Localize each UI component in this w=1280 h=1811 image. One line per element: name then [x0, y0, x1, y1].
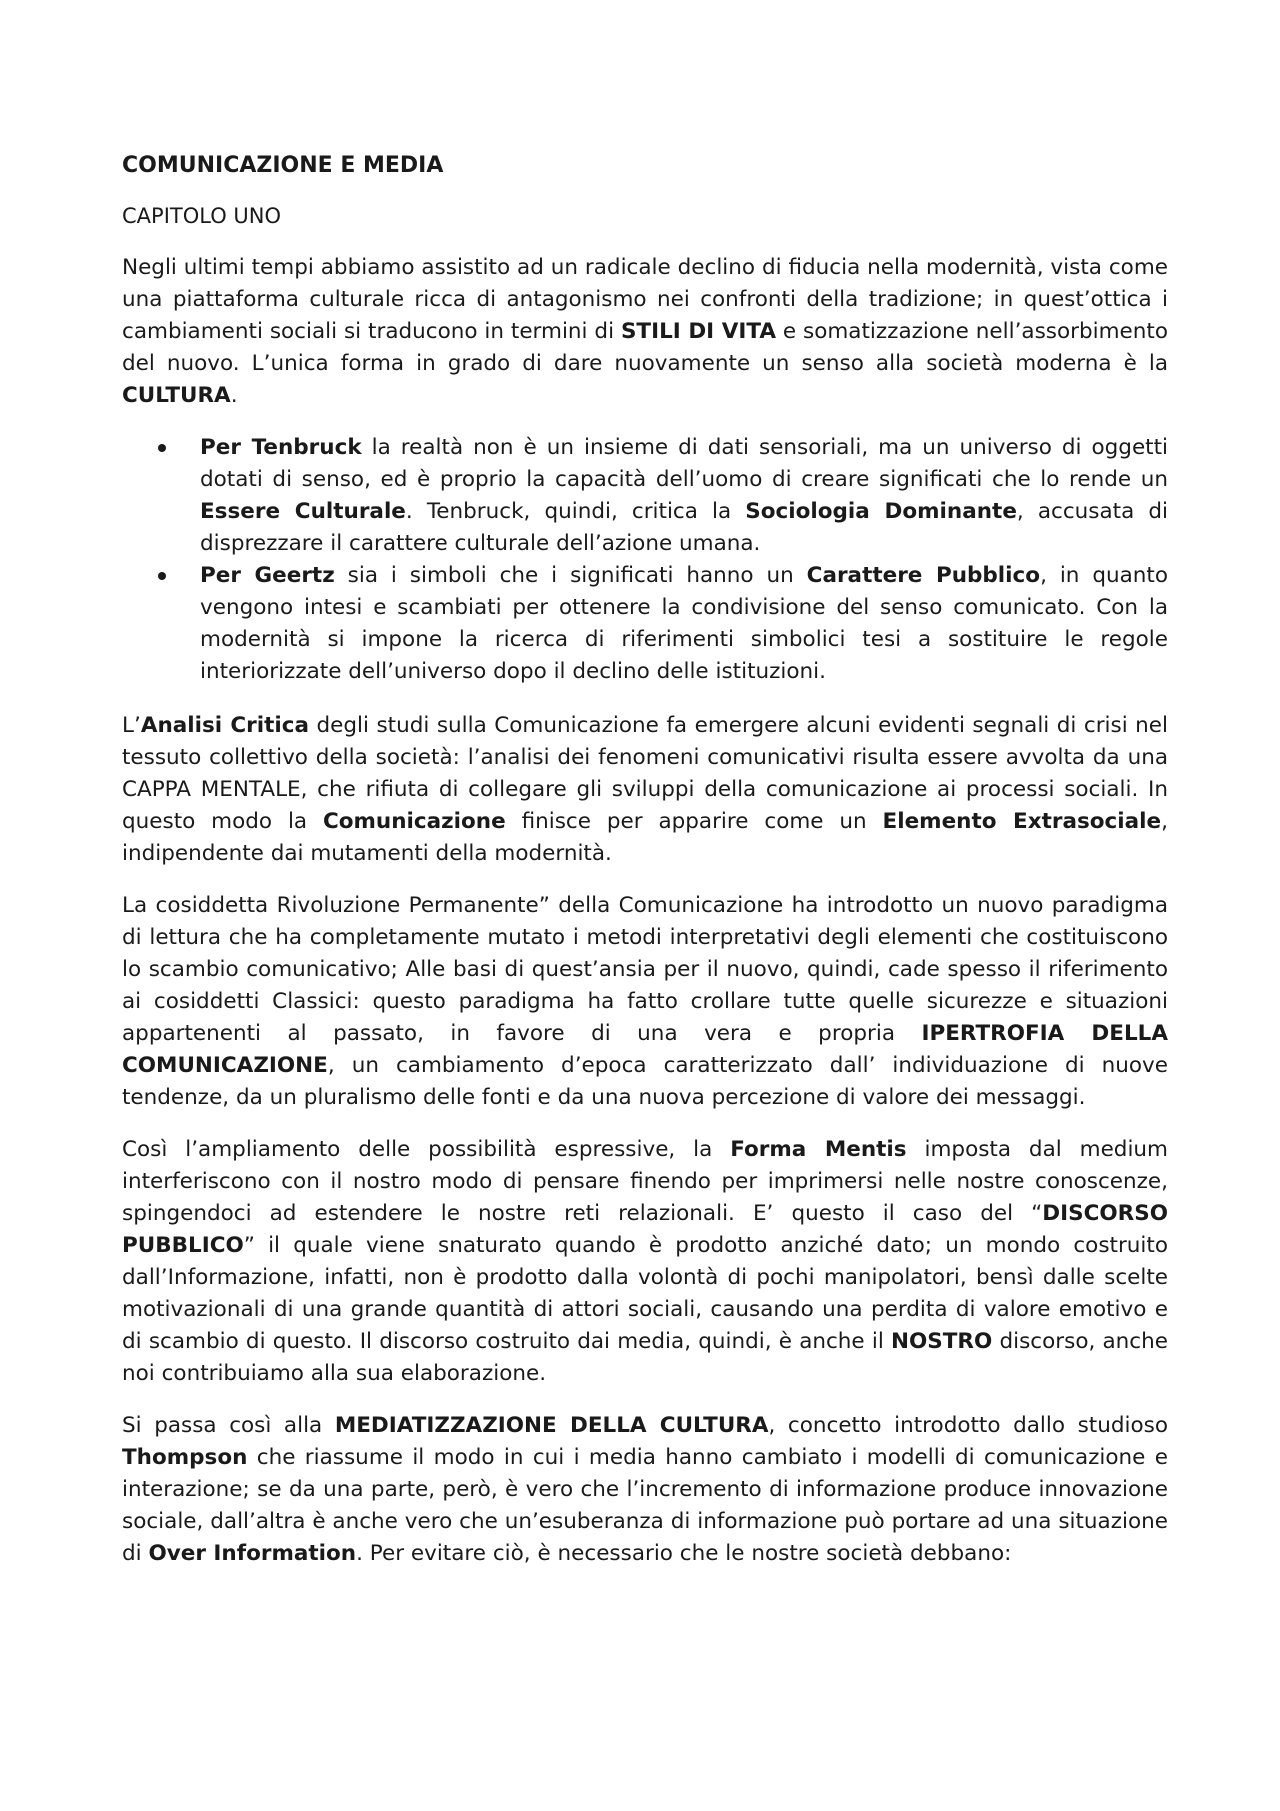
text-run: , indipendente dai mutamenti della modernità.	[122, 809, 1168, 866]
text-run: . Tenbruck, quindi, critica la	[405, 499, 746, 524]
bullet-icon	[158, 444, 166, 452]
bold-term: Carattere Pubblico	[806, 563, 1041, 588]
bold-term: DISCORSO PUBBLICO	[122, 1201, 1168, 1258]
bullet-icon	[158, 572, 166, 580]
text-run: , un cambiamento d’epoca caratterizzato dall’ individuazione di nuove tendenze, da un pluralismo delle fonti e da una nuova percezione di valore dei messaggi.	[122, 1053, 1168, 1110]
paragraph-3	[122, 890, 1168, 1114]
text-run: imposta dal medium interferiscono con il nostro modo di pensare finendo per imprimersi nelle nostre conoscenze, spingendoci ad estendere le nostre reti relazionali. E’ questo il caso del “	[122, 1137, 1168, 1226]
paragraph-5	[122, 1410, 1168, 1570]
bold-term: Per Tenbruck	[200, 435, 362, 460]
text-run: sia i simboli che i significati hanno un	[334, 563, 807, 588]
bold-term: IPERTROFIA DELLA COMUNICAZIONE	[122, 1021, 1168, 1078]
bold-term: Comunicazione	[322, 809, 506, 834]
chapter-heading: CAPITOLO UNO	[122, 204, 282, 228]
text-run: .	[230, 383, 238, 408]
text-run: che riassume il modo in cui i media hanno cambiato i modelli di comunicazione e interazione; se da una parte, però, è vero che l’incremento di informazione produce innovazione sociale, dall’altra è anche vero che un’esuberanza di informazione può portare ad una situazione di	[122, 1445, 1168, 1566]
bullet-list	[122, 432, 1168, 688]
text-run: . Per evitare ciò, è necessario che le nostre società debbano:	[356, 1541, 1012, 1566]
bold-term: Forma Mentis	[730, 1137, 907, 1162]
text-run: Così l’ampliamento delle possibilità espressive, la	[122, 1137, 731, 1162]
bold-term: Thompson	[122, 1445, 248, 1470]
text-run: finisce per apparire come un	[505, 809, 883, 834]
paragraph-4	[122, 1134, 1168, 1390]
document-page	[122, 150, 1168, 1590]
bold-term: Sociologia Dominante	[745, 499, 1017, 524]
text-run: degli studi sulla Comunicazione fa emergere alcuni evidenti segnali di crisi nel tessuto collettivo della società: l’analisi dei fenomeni comunicativi risulta essere avvolta da una CAPPA MENTALE, che rifiuta di collegare gli sviluppi della comunicazione ai processi sociali. In questo modo la	[122, 713, 1169, 834]
text-run: La cosiddetta Rivoluzione Permanente” della Comunicazione ha introdotto un nuovo paradigma di lettura che ha completamente mutato i metodi interpretativi degli elementi che costituiscono lo scambio comunicativo; Alle basi di quest’ansia per il nuovo, quindi, cade spesso il riferimento ai cosiddetti Classici: questo paradigma ha fatto crollare tutte quelle sicurezze e situazioni appartenenti al passato, in favore di una vera e propria	[122, 893, 1168, 1046]
bold-term: MEDIATIZZAZIONE DELLA CULTURA	[334, 1413, 769, 1438]
text-run: discorso, anche noi contribuiamo alla sua elaborazione.	[122, 1329, 1168, 1386]
bold-term: NOSTRO	[891, 1329, 993, 1354]
bold-term: Per Geertz	[200, 563, 335, 588]
paragraph-2	[122, 710, 1168, 870]
text-run: e somatizzazione nell’assorbimento del nuovo. L’unica forma in grado di dare nuovamente un senso alla società moderna è la	[122, 319, 1168, 376]
bold-term: Analisi Critica	[140, 713, 309, 738]
text-run: L’	[122, 713, 141, 738]
text-run: ” il quale viene snaturato quando è prodotto anziché dato; un mondo costruito dall’Informazione, infatti, non è prodotto dalla volontà di pochi manipolatori, bensì dalle scelte motivazionali di una grande quantità di attori sociali, causando una perdita di valore emotivo e di scambio di questo. Il discorso costruito dai media, quindi, è anche il	[122, 1233, 1168, 1354]
text-run: Negli ultimi tempi abbiamo assistito ad un radicale declino di fiducia nella modernità, vista come una piattaforma culturale ricca di antagonismo nei confronti della tradizione; in quest’ottica i cambiamenti sociali si traducono in termini di	[122, 255, 1168, 344]
bold-term: Over Information	[148, 1541, 357, 1566]
text-run: , accusata di disprezzare il carattere culturale dell’azione umana.	[200, 499, 1168, 556]
bold-term: STILI DI VITA	[620, 319, 776, 344]
text-run: Si passa così alla	[122, 1413, 335, 1438]
text-run: , in quanto vengono intesi e scambiati per ottenere la condivisione del senso comunicato. Con la modernità si impone la ricerca di riferimenti simbolici tesi a sostituire le regole interiorizzate dell’universo dopo il declino delle istituzioni.	[200, 563, 1168, 684]
bullet-item-geertz	[122, 560, 1168, 688]
text-run: la realtà non è un insieme di dati sensoriali, ma un universo di oggetti dotati di senso, ed è proprio la capacità dell’uomo di creare significati che lo rende un	[200, 435, 1169, 492]
bold-term: Essere Culturale	[200, 499, 406, 524]
bold-term: CULTURA	[122, 383, 231, 408]
paragraph-1	[122, 252, 1168, 412]
document-title: COMUNICAZIONE E MEDIA	[122, 153, 444, 178]
bullet-item-tenbruck	[122, 432, 1168, 560]
text-run: , concetto introdotto dallo studioso	[768, 1413, 1168, 1438]
bold-term: Elemento Extrasociale	[882, 809, 1162, 834]
